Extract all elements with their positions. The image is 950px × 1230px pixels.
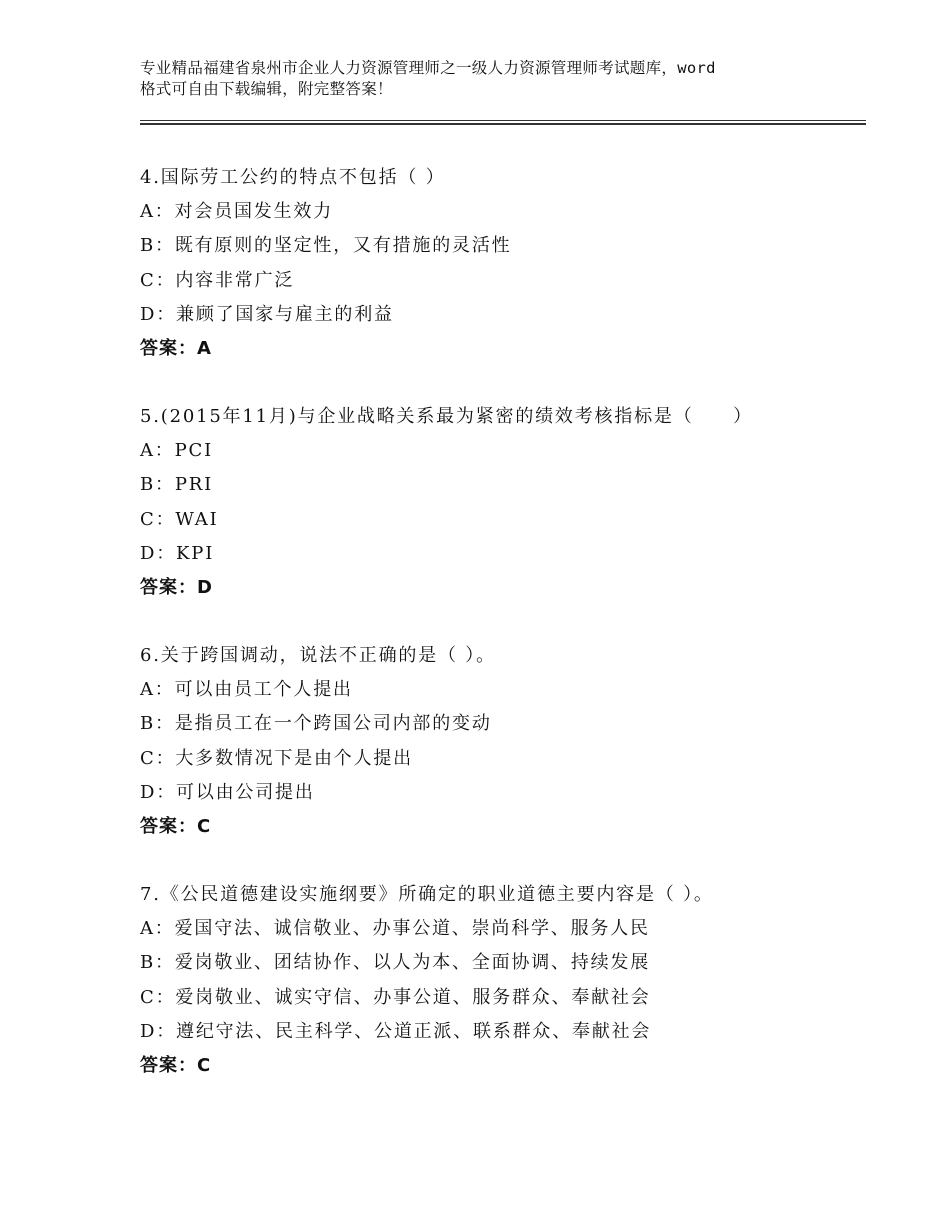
question-block-7 — [140, 878, 880, 1083]
option-a: A：PCI — [140, 440, 213, 462]
header-divider-thick — [140, 123, 866, 125]
option-c: C：大多数情况下是由个人提出 — [140, 747, 413, 769]
option-c: C：WAI — [140, 508, 219, 530]
answer-label: 答案：D — [140, 576, 213, 598]
option-d: D：兼顾了国家与雇主的利益 — [140, 303, 394, 325]
question-stem: 5.(2015年11月)与企业战略关系最为紧密的绩效考核指标是（ ） — [140, 406, 753, 427]
question-block-4 — [140, 161, 880, 366]
option-c: C：内容非常广泛 — [140, 269, 295, 291]
option-b: B：PRI — [140, 474, 214, 496]
question-stem: 7.《公民道德建设实施纲要》所确定的职业道德主要内容是（ ）。 — [140, 884, 714, 905]
header-title-line-2: 格式可自由下载编辑，附完整答案！ — [140, 80, 393, 98]
question-stem: 6.关于跨国调动，说法不正确的是（ ）。 — [140, 645, 496, 666]
header-title-line-1: 专业精品福建省泉州市企业人力资源管理师之一级人力资源管理师考试题库，word — [140, 59, 716, 77]
answer-label: 答案：A — [140, 337, 212, 359]
option-c: C：爱岗敬业、诚实守信、办事公道、服务群众、奉献社会 — [140, 986, 651, 1008]
header-divider-thin — [140, 120, 866, 121]
option-b: B：既有原则的坚定性，又有措施的灵活性 — [140, 235, 512, 257]
answer-label: 答案：C — [140, 815, 212, 837]
option-d: D：KPI — [140, 542, 215, 564]
answer-label: 答案：C — [140, 1054, 212, 1076]
option-a: A：对会员国发生效力 — [140, 201, 333, 223]
document-header — [140, 58, 840, 100]
option-a: A：爱国守法、诚信敬业、办事公道、崇尚科学、服务人民 — [140, 918, 650, 940]
question-block-6 — [140, 639, 880, 844]
question-block-5 — [140, 400, 880, 605]
option-b: B：是指员工在一个跨国公司内部的变动 — [140, 713, 492, 735]
option-b: B：爱岗敬业、团结协作、以人为本、全面协调、持续发展 — [140, 952, 651, 974]
option-a: A：可以由员工个人提出 — [140, 679, 353, 701]
question-stem: 4.国际劳工公约的特点不包括（ ） — [140, 167, 446, 188]
option-d: D：可以由公司提出 — [140, 781, 315, 803]
option-d: D：遵纪守法、民主科学、公道正派、联系群众、奉献社会 — [140, 1020, 652, 1042]
